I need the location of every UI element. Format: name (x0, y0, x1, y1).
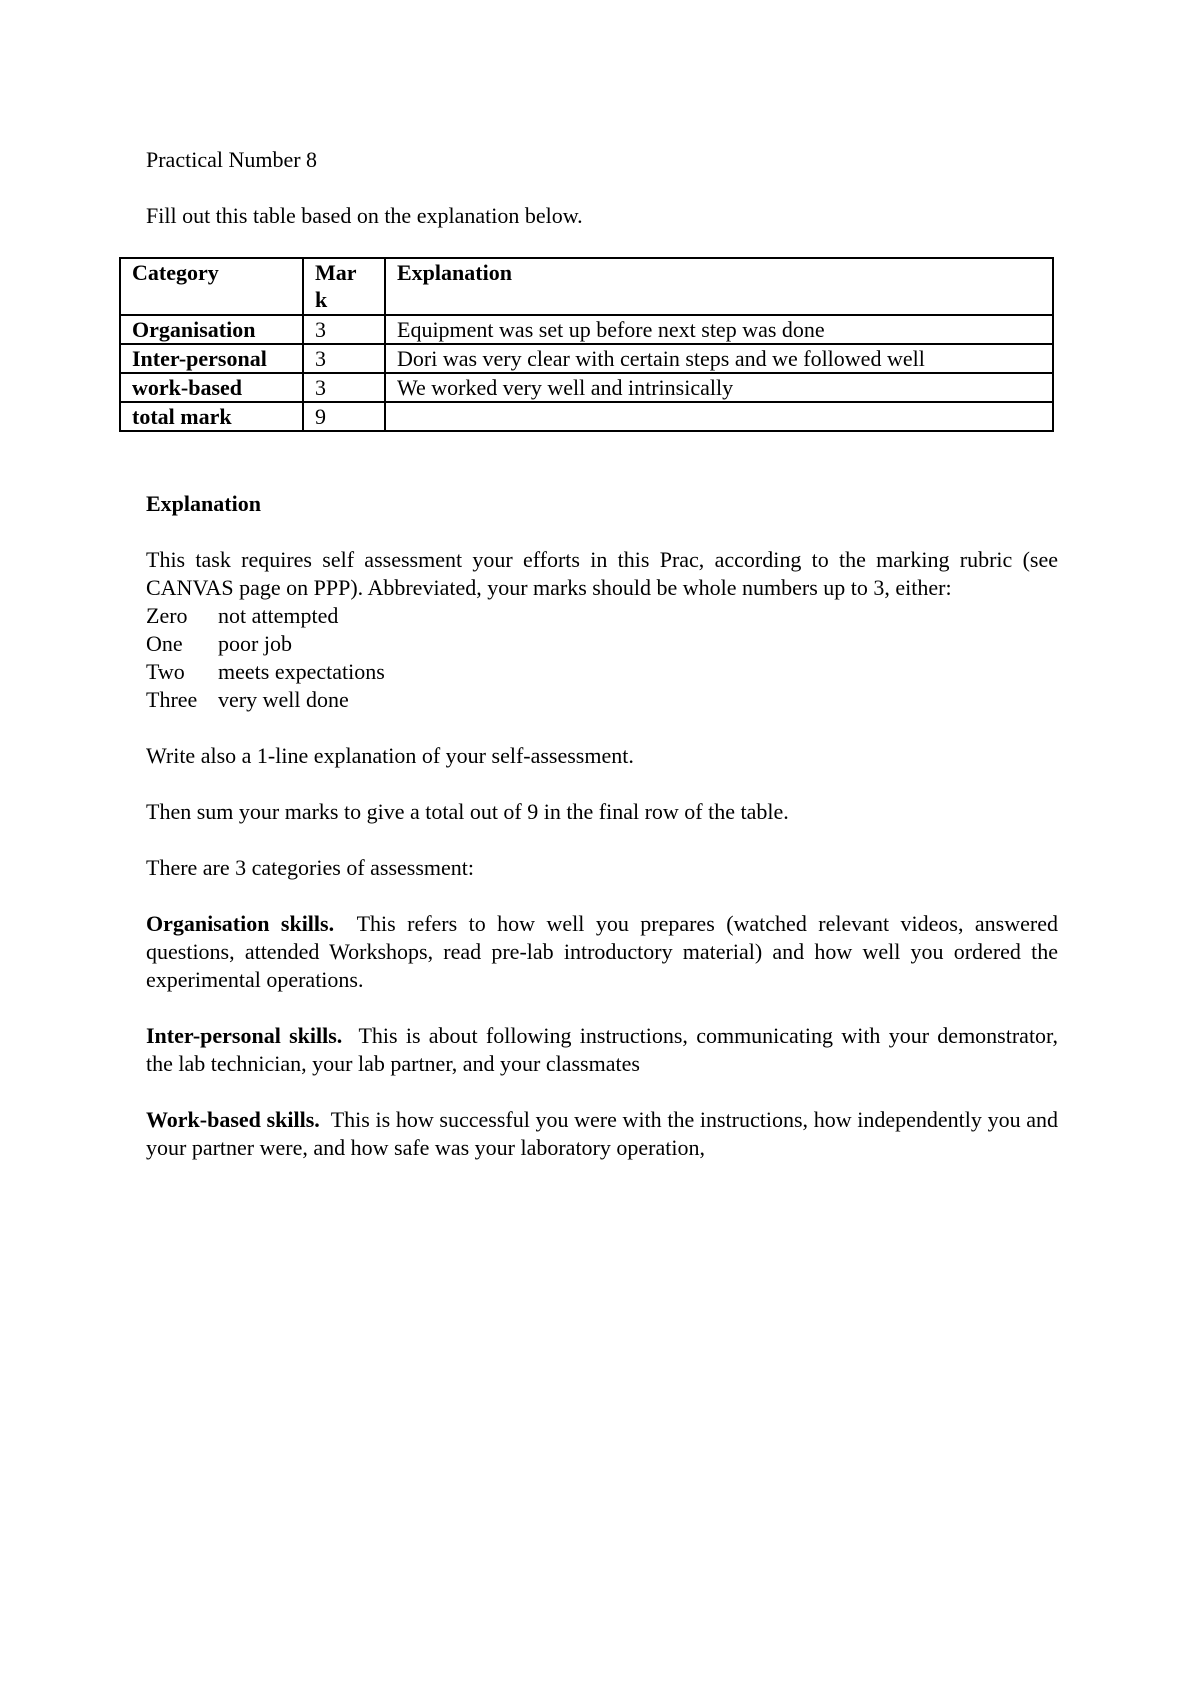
row-category: Inter-personal (120, 344, 303, 373)
row-explanation: Equipment was set up before next step was done (385, 315, 1053, 344)
skill-paragraph (146, 1106, 1064, 1162)
skill-label: Inter-personal skills. (146, 1023, 343, 1048)
document-page (132, 146, 1064, 1160)
row-explanation: We worked very well and intrinsically (385, 373, 1053, 402)
skill-text: This is how successful you were with the instructions, how independently you and your partner were, and how safe was your laboratory operation, (146, 1107, 1064, 1160)
explanation-paragraph: Then sum your marks to give a total out of 9 in the final row of the table. (146, 799, 789, 824)
table-row (120, 315, 1053, 344)
scale-meaning: meets expectations (218, 659, 385, 684)
explanation-paragraph: This task requires self assessment your efforts in this Prac, according to the marking rubric (see CANVAS page on PPP). Abbreviated, your marks should be whole numbers up to 3, either: (146, 547, 1058, 600)
table-header-row (120, 258, 1053, 315)
scale-meaning: very well done (218, 687, 349, 712)
mark-scale (146, 602, 1058, 714)
explanation-section (146, 490, 1064, 1162)
scale-item (146, 658, 1058, 686)
skill-text: This refers to how well you prepares (watched relevant videos, answered questions, attended Workshops, read pre-lab introductory material) and how well you ordered the experimental operations. (146, 911, 1064, 992)
explanation-heading: Explanation (146, 491, 261, 516)
scale-word: Zero (146, 603, 188, 628)
row-explanation: Dori was very clear with certain steps and we followed well (385, 344, 1053, 373)
skill-label: Work-based skills. (146, 1107, 320, 1132)
header-explanation: Explanation (385, 258, 1053, 315)
explanation-paragraph: Write also a 1-line explanation of your self-assessment. (146, 743, 634, 768)
row-category: work-based (120, 373, 303, 402)
scale-meaning: poor job (218, 631, 292, 656)
scale-item (146, 686, 1058, 714)
skill-label: Organisation skills. (146, 911, 335, 936)
scale-item (146, 602, 1058, 630)
row-category: total mark (120, 402, 303, 431)
table-instruction: Fill out this table based on the explanation below. (146, 203, 583, 228)
scale-word: One (146, 631, 183, 656)
row-explanation (385, 402, 1053, 431)
marks-table (119, 257, 1054, 432)
table-row (120, 344, 1053, 373)
table-row (120, 373, 1053, 402)
skill-text: This is about following instructions, communicating with your demonstrator, the lab technician, your lab partner, and your classmates (146, 1023, 1064, 1076)
scale-word: Three (146, 687, 198, 712)
skill-paragraph (146, 1022, 1064, 1078)
table-row (120, 402, 1053, 431)
header-mark: Mar k (303, 258, 385, 315)
header-category: Category (120, 258, 303, 315)
practical-title: Practical Number 8 (146, 147, 318, 172)
skill-paragraph (146, 910, 1064, 994)
scale-item (146, 630, 1058, 658)
row-mark: 3 (303, 315, 385, 344)
scale-meaning: not attempted (218, 603, 339, 628)
row-mark: 3 (303, 344, 385, 373)
explanation-paragraph: There are 3 categories of assessment: (146, 855, 475, 880)
row-category: Organisation (120, 315, 303, 344)
row-mark: 3 (303, 373, 385, 402)
scale-word: Two (146, 659, 185, 684)
row-mark: 9 (303, 402, 385, 431)
